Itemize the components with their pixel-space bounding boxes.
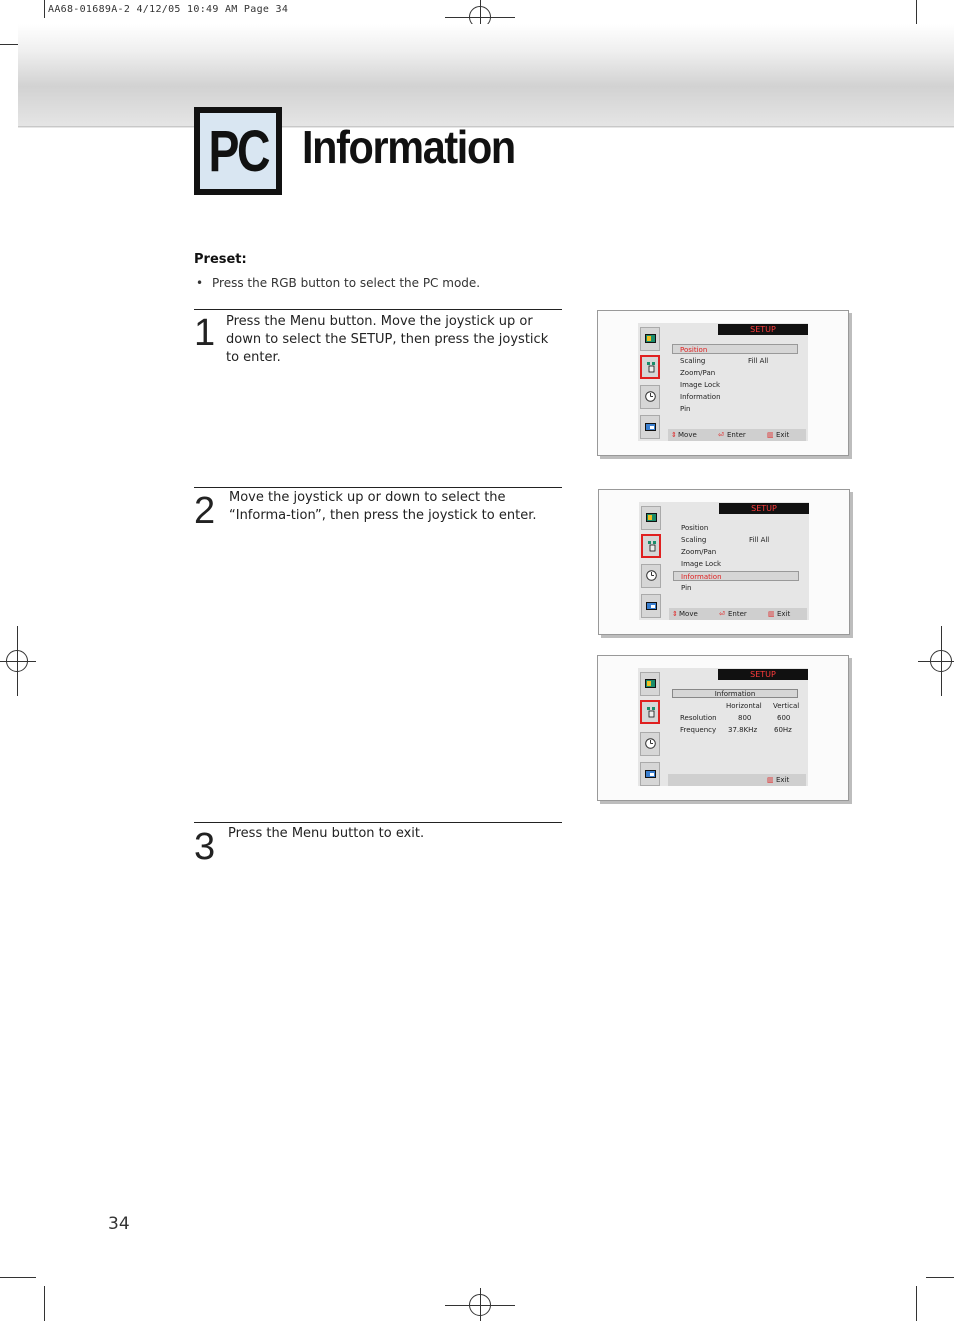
step-number: 3 xyxy=(194,826,216,868)
enter-icon: ⏎ xyxy=(719,610,725,618)
crop-mark xyxy=(916,1286,917,1321)
pc-badge-text: PC xyxy=(208,118,268,184)
osd-menu-item-information[interactable]: Information xyxy=(680,393,721,401)
osd-menu-title: SETUP xyxy=(718,324,808,335)
osd-menu-item-scaling[interactable]: Scaling xyxy=(680,357,706,365)
osd-scaling-value: Fill All xyxy=(748,357,769,365)
header-band xyxy=(18,24,954,128)
clock-icon xyxy=(641,564,661,588)
osd-menu-item-information[interactable]: Information xyxy=(673,571,799,581)
exit-icon: ▥ xyxy=(767,776,774,784)
osd-panel xyxy=(638,323,808,441)
osd-menu-item-scaling[interactable]: Scaling xyxy=(681,536,707,544)
row-resolution-v: 600 xyxy=(777,714,791,722)
preset-heading: Preset: xyxy=(194,252,247,267)
crop-mark xyxy=(0,1277,36,1278)
osd-scaling-value: Fill All xyxy=(749,536,770,544)
registration-mark xyxy=(17,626,18,696)
registration-mark xyxy=(480,1288,481,1321)
setup-icon xyxy=(640,355,660,379)
osd-menu-item-zoom-pan[interactable]: Zoom/Pan xyxy=(680,369,716,377)
input-icon xyxy=(641,594,661,618)
registration-mark xyxy=(918,661,954,662)
move-icon: ⇕ xyxy=(672,610,678,618)
osd-footer-exit: Exit xyxy=(777,610,791,618)
page-number: 34 xyxy=(108,1214,130,1234)
pc-badge xyxy=(194,107,282,195)
row-resolution-h: 800 xyxy=(738,714,752,722)
exit-icon: ▥ xyxy=(768,610,775,618)
osd-menu-item-pin[interactable]: Pin xyxy=(680,405,691,413)
move-icon: ⇕ xyxy=(671,431,677,439)
osd-menu-title: SETUP xyxy=(719,503,809,514)
osd-footer-move: Move xyxy=(679,610,698,618)
step-text: Press the Menu button to exit. xyxy=(228,826,425,841)
osd-panel xyxy=(639,502,809,620)
setup-icon xyxy=(641,534,661,558)
row-frequency-v: 60Hz xyxy=(774,726,792,734)
registration-mark xyxy=(0,661,36,662)
osd-footer-move: Move xyxy=(678,431,697,439)
osd-menu-item-image-lock[interactable]: Image Lock xyxy=(680,381,721,389)
print-slug: AA68-01689A-2 4/12/05 10:49 AM Page 34 xyxy=(48,4,289,15)
preset-bullet-text: Press the RGB button to select the PC mode. xyxy=(212,276,481,290)
osd-screenshot-information xyxy=(597,655,849,801)
page-title: Information xyxy=(302,121,515,173)
osd-footer xyxy=(668,774,806,786)
row-label-resolution: Resolution xyxy=(680,714,717,722)
crop-mark xyxy=(44,0,45,18)
col-vertical: Vertical xyxy=(773,702,800,710)
step-divider xyxy=(194,822,562,823)
step-divider xyxy=(194,309,562,310)
osd-screenshot-setup xyxy=(597,310,849,456)
setup-icon xyxy=(640,700,660,724)
step-number: 1 xyxy=(194,312,216,354)
step-text: Press the Menu button. Move the joystick up or down to select the SETUP, then press the joystick to enter. xyxy=(226,314,549,365)
osd-footer-enter: Enter xyxy=(727,431,746,439)
col-horizontal: Horizontal xyxy=(726,702,762,710)
osd-menu-title: SETUP xyxy=(718,669,808,680)
osd-footer-enter: Enter xyxy=(728,610,747,618)
exit-icon: ▥ xyxy=(767,431,774,439)
osd-footer-exit: Exit xyxy=(776,776,790,784)
row-label-frequency: Frequency xyxy=(680,726,717,734)
osd-footer xyxy=(668,429,806,441)
osd-menu-item-zoom-pan[interactable]: Zoom/Pan xyxy=(681,548,717,556)
step-divider xyxy=(194,487,562,488)
input-icon xyxy=(640,762,660,786)
osd-info-header: Information xyxy=(672,689,798,698)
picture-icon xyxy=(640,672,660,696)
crop-mark xyxy=(926,1277,954,1278)
step-number: 2 xyxy=(194,490,216,532)
clock-icon xyxy=(640,385,660,409)
enter-icon: ⏎ xyxy=(718,431,724,439)
crop-mark xyxy=(44,1286,45,1321)
input-icon xyxy=(640,415,660,439)
row-frequency-h: 37.8KHz xyxy=(728,726,758,734)
picture-icon xyxy=(640,327,660,351)
registration-mark xyxy=(941,626,942,696)
picture-icon xyxy=(641,506,661,530)
osd-menu-item-position[interactable]: Position xyxy=(681,524,709,532)
osd-menu-item-pin[interactable]: Pin xyxy=(681,584,692,592)
step-text: Move the joystick up or down to select the “Informa-tion”, then press the joystick to enter. xyxy=(229,490,537,523)
clock-icon xyxy=(640,732,660,756)
preset-bullet: • Press the RGB button to select the PC mode. xyxy=(196,276,481,290)
osd-menu-item-position[interactable]: Position xyxy=(672,344,798,354)
osd-screenshot-setup-information xyxy=(598,489,850,635)
osd-footer-exit: Exit xyxy=(776,431,790,439)
osd-menu-item-image-lock[interactable]: Image Lock xyxy=(681,560,722,568)
osd-footer xyxy=(669,608,807,620)
